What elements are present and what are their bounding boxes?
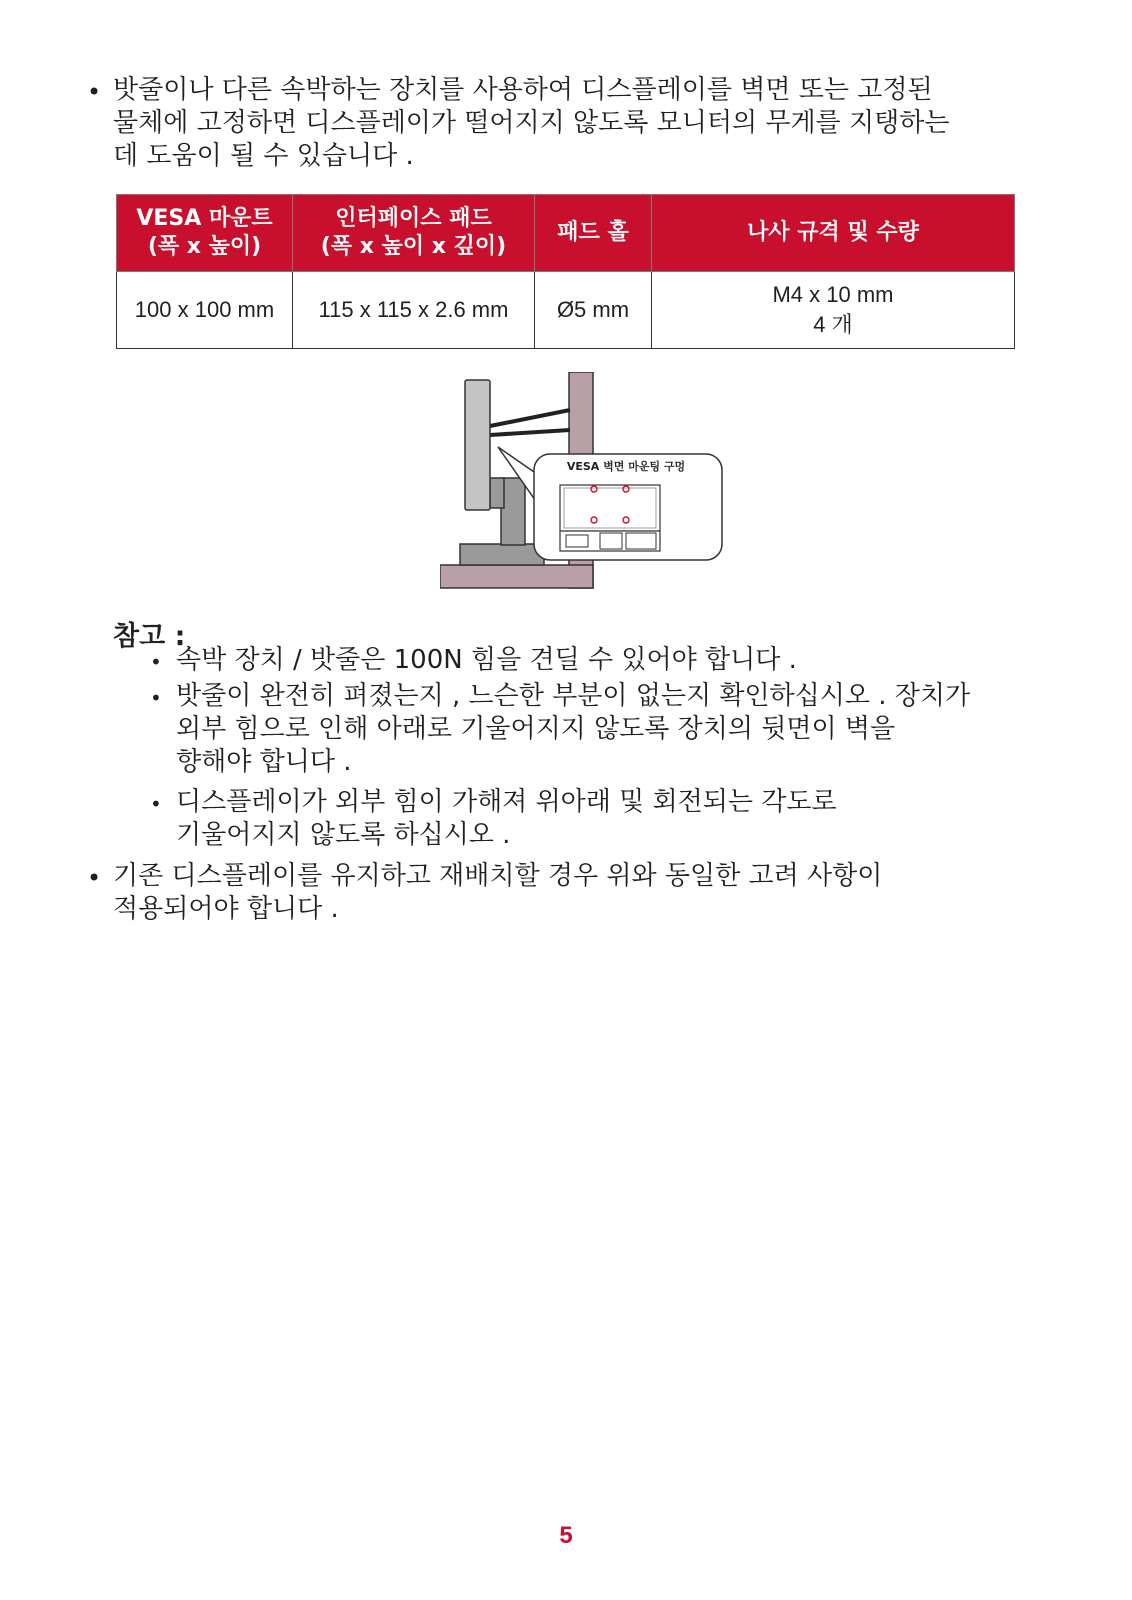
callout-label: VESA 벽면 마운팅 구멍 — [566, 460, 686, 473]
cell-vesa-mount: 100 x 100 mm — [117, 272, 293, 349]
bullet-marker: • — [150, 686, 162, 710]
text-line: 디스플레이가 외부 힘이 가해져 위아래 및 회전되는 각도로 — [176, 787, 837, 817]
text-line: 데 도움이 될 수 있습니다 . — [113, 141, 414, 171]
text-line: 기존 디스플레이를 유지하고 재배치할 경우 위와 동일한 고려 사항이 — [113, 861, 883, 891]
text-line: 외부 힘으로 인해 아래로 기울어지지 않도록 장치의 뒷면이 벽을 — [176, 714, 896, 744]
header-line: VESA 마운트 — [136, 206, 273, 231]
header-interface-pad — [293, 195, 535, 272]
floor — [440, 565, 593, 588]
text-line: 밧줄이 완전히 펴졌는지 , 느슨한 부분이 없는지 확인하십시오 . 장치가 — [176, 681, 971, 711]
text-line: 향해야 합니다 . — [176, 747, 352, 777]
table-header-row — [117, 195, 1015, 272]
text-line: 속박 장치 / 밧줄은 100N 힘을 견딜 수 있어야 합니다 . — [176, 645, 797, 675]
header-line: 나사 규격 및 수량 — [747, 220, 919, 245]
stand-base — [460, 544, 544, 565]
note-item-1 — [176, 644, 797, 677]
cell-line: M4 x 10 mm — [772, 282, 894, 307]
strap-upper — [490, 410, 570, 426]
note-item-3 — [176, 786, 837, 852]
header-line: 패드 홀 — [557, 220, 629, 245]
intro-bullet-text — [113, 74, 949, 173]
header-line: (폭 x 높이 x 깊이) — [320, 234, 507, 259]
header-screw-spec — [652, 195, 1015, 272]
header-line: (폭 x 높이) — [147, 234, 262, 259]
strap-lower — [490, 430, 570, 435]
wall-mount-illustration — [440, 372, 730, 592]
page-number: 5 — [559, 1522, 573, 1549]
header-line: 인터페이스 패드 — [335, 206, 492, 231]
bullet-marker: • — [87, 78, 102, 106]
final-bullet-text — [113, 860, 882, 926]
header-pad-hole — [535, 195, 652, 272]
note-label: 참고 : — [113, 621, 186, 652]
callout-cover — [535, 487, 545, 509]
text-line: 기울어지지 않도록 하십시오 . — [176, 820, 511, 850]
cell-screw-spec — [652, 272, 1015, 349]
cell-interface-pad: 115 x 115 x 2.6 mm — [293, 272, 535, 349]
mounting-spec-table — [116, 194, 1015, 349]
bullet-marker: • — [87, 864, 102, 892]
cell-line: 4 개 — [813, 312, 853, 337]
monitor-panel — [465, 380, 490, 510]
stand-hinge — [490, 478, 504, 508]
cell-pad-hole: Ø5 mm — [535, 272, 652, 349]
note-item-2 — [176, 680, 970, 779]
header-vesa-mount — [117, 195, 293, 272]
table-row — [117, 272, 1015, 349]
text-line: 적용되어야 합니다 . — [113, 894, 339, 924]
text-line: 물체에 고정하면 디스플레이가 떨어지지 않도록 모니터의 무게를 지탱하는 — [113, 108, 950, 138]
bullet-marker: • — [150, 650, 162, 674]
text-line: 밧줄이나 다른 속박하는 장치를 사용하여 디스플레이를 벽면 또는 고정된 — [113, 75, 933, 105]
monitor-back-view — [560, 485, 660, 531]
bullet-marker: • — [150, 792, 162, 816]
port-panel — [560, 531, 660, 551]
